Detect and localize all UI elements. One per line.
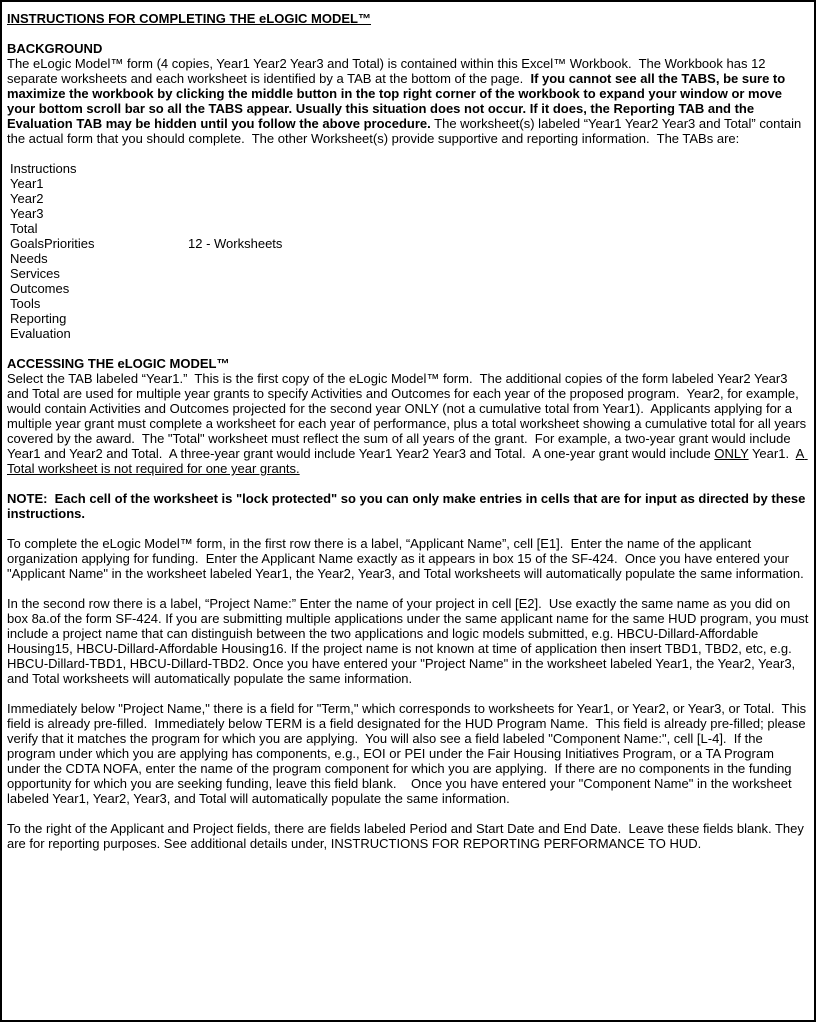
- tab-label: GoalsPriorities: [10, 236, 95, 251]
- tab-list-item: [10, 311, 809, 326]
- accessing-paragraph: [7, 371, 809, 476]
- applicant-name-paragraph: To complete the eLogic Model™ form, in the first row there is a label, “Applicant Name”, cell [E1]. Enter the name of the applicant organization applying for funding. Enter the Applicant Name exactly as it appears in box 15 of the SF-424. Once you have entered your "Applicant Name" in the worksheet labeled Year1, the Year2, Year3, and Total worksheets will automatically populate the same information.: [7, 536, 804, 581]
- tab-label: Evaluation: [10, 326, 71, 341]
- background-text-2: The worksheet(s) labeled “Year1 Year2 Year3 and Total” contain the actual form that you should complete. The other Worksheet(s) provide supportive and reporting information. The TABs are:: [7, 116, 805, 146]
- period-dates-paragraph: To the right of the Applicant and Project fields, there are fields labeled Period and Start Date and End Date. Leave these fields blank. They are for reporting purposes. See additional details under, INSTRUCTIONS FOR REPORTING PERFORMANCE TO HUD.: [7, 821, 808, 851]
- background-paragraph: [7, 56, 809, 146]
- tab-list-item: [10, 221, 809, 236]
- tab-list-item: [10, 326, 809, 341]
- tabs-list: [7, 161, 809, 341]
- tab-label: Reporting: [10, 311, 67, 326]
- background-text-1: The eLogic Model™ form (4 copies, Year1 Year2 Year3 and Total) is contained within this Excel™ Workbook. The Workbook has 12 separate worksheets and each worksheet is identified by a TAB at the bottom of the page.: [7, 56, 770, 86]
- tab-list-item: [10, 251, 809, 266]
- lock-protected-note: NOTE: Each cell of the worksheet is "lock protected" so you can only make entries in cells that are for input as directed by these instructions.: [7, 491, 809, 521]
- tab-label: Year3: [10, 206, 44, 221]
- tab-label: Services: [10, 266, 60, 281]
- tab-list-item: [10, 176, 809, 191]
- accessing-text-2: Year1.: [748, 446, 796, 461]
- tab-label: Tools: [10, 296, 41, 311]
- accessing-underline-only: ONLY: [714, 446, 749, 461]
- worksheets-count-note: 12 - Worksheets: [188, 236, 283, 251]
- tab-list-item: [10, 266, 809, 281]
- tab-list-item: [10, 281, 809, 296]
- tab-list-item: [10, 191, 809, 206]
- tab-label: Year1: [10, 176, 44, 191]
- project-name-paragraph: In the second row there is a label, “Project Name:” Enter the name of your project in cell [E2]. Use exactly the same name as you did on box 8a.of the form SF-424. If you are submitting multiple applications under the same applicant name for the same HUD program, you must include a project name that can distinguish between the two applications and logic models submitted, e.g. HBCU-Dillard-Affordable Housing15, HBCU-Dillard-Affordable Housing16. If the project name is not known at time of application then insert TBD1, TBD2, etc, e.g. HBCU-Dillard-TBD1, HBCU-Dillard-TBD2. Once you have entered your "Project Name" in the worksheet labeled Year1, the Year2, Year3, and Total worksheets will automatically populate the same information.: [7, 596, 812, 686]
- tab-label: Total: [10, 221, 38, 236]
- tab-label: Instructions: [10, 161, 77, 176]
- accessing-underline-total-note: A Total worksheet is not required for one year grants.: [7, 446, 808, 476]
- accessing-heading: ACCESSING THE eLOGIC MODEL™: [7, 356, 230, 371]
- page-title: INSTRUCTIONS FOR COMPLETING THE eLOGIC MODEL™: [7, 11, 371, 26]
- tab-list-item: [10, 206, 809, 221]
- tab-list-item: [10, 236, 809, 251]
- background-bold-warning: If you cannot see all the TABS, be sure to maximize the workbook by clicking the middle button in the top right corner of the workbook to expand your window or move your bottom scroll bar so all the TABS appear. Usually this situation does not occur. If it does, the Reporting TAB and the Evaluation TAB may be hidden until you follow the above procedure.: [7, 71, 789, 131]
- accessing-text-1: Select the TAB labeled “Year1.” This is the first copy of the eLogic Model™ form. The additional copies of the form labeled Year2 Year3 and Total are used for multiple year grants to specify Activities and Outcomes for each year of the proposed program. Year2, for example, would contain Activities and Outcomes projected for the second year ONLY (not a cumulative total from Year1). Applicants applying for a multiple year grant must complete a worksheet for each year of performance, plus a total worksheet showing a cumulative total for all years covered by the award. The "Total" worksheet must reflect the sum of all years of the grant. For example, a two-year grant would include Year1 and Year2 and Total. A three-year grant would include Year1 Year2 Year3 and Total. A one-year grant would include: [7, 371, 810, 461]
- background-heading: BACKGROUND: [7, 41, 103, 56]
- tab-label: Year2: [10, 191, 44, 206]
- tab-label: Needs: [10, 251, 48, 266]
- term-component-paragraph: Immediately below "Project Name," there is a field for "Term," which corresponds to worksheets for Year1, or Year2, or Year3, or Total. This field is already pre-filled. Immediately below TERM is a field designated for the HUD Program Name. This field is already pre-filled; please verify that it matches the program for which you are applying. You will also see a field labeled "Component Name:", cell [L-4]. If the program under which you are applying has components, e.g., EOI or PEI under the Fair Housing Initiatives Program, or a TA Program under the CDTA NOFA, enter the name of the program component for which you are applying. If there are no components in the funding opportunity for which you are seeking funding, leave this field blank. Once you have entered your "Component Name" in the worksheet labeled Year1, Year2, Year3, and Total will automatically populate the same information.: [7, 701, 810, 806]
- tab-label: Outcomes: [10, 281, 70, 296]
- tab-list-item: [10, 161, 809, 176]
- tab-list-item: [10, 296, 809, 311]
